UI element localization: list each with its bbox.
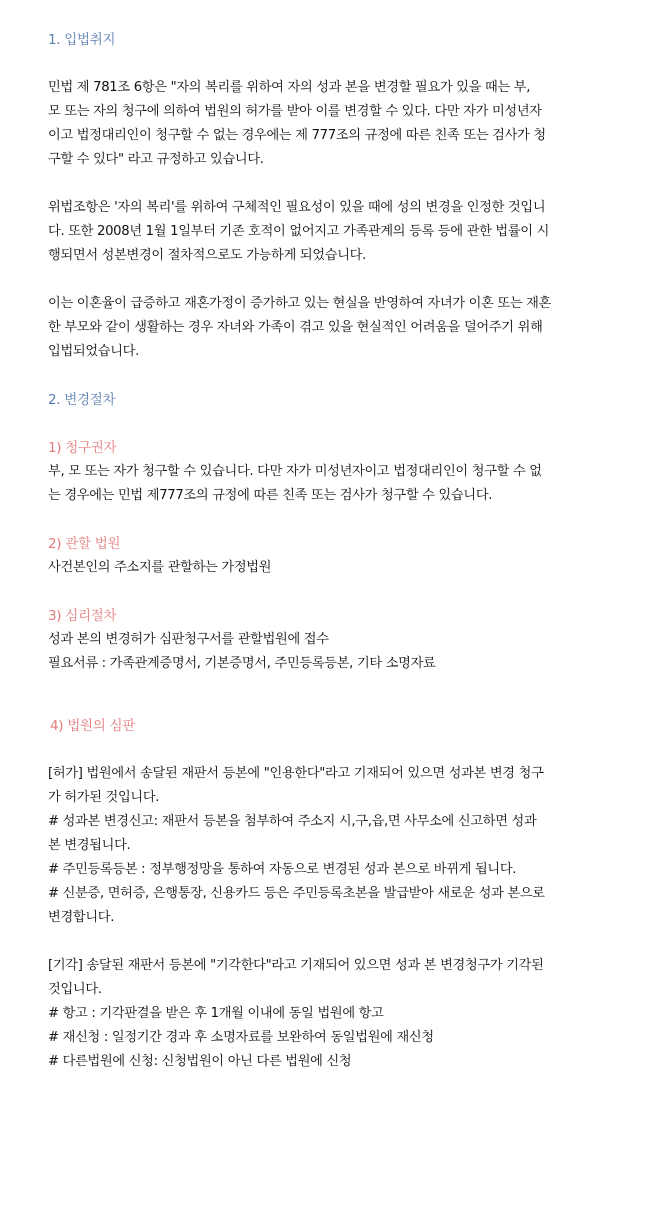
- text-line: 이는 이혼율이 급증하고 재혼가정이 증가하고 있는 현실을 반영하여 자녀가 이혼 또는 재혼: [48, 296, 552, 311]
- text-line: 다. 또한 2008년 1월 1일부터 기존 호적이 없어지고 가족관계의 등록 등에 관한 법률이 시: [48, 224, 550, 239]
- text-line: 한 부모와 같이 생활하는 경우 자녀와 가족이 겪고 있을 현실적인 어려움을 덜어주기 위해: [48, 320, 543, 335]
- section-2-heading: 2. 변경절차: [48, 392, 116, 408]
- text-line: [기각] 송달된 재판서 등본에 "기각한다"라고 기재되어 있으면 성과 본 변경청구가 기각된: [48, 958, 544, 973]
- text-line: # 항고 : 기각판결을 받은 후 1개월 이내에 동일 법원에 항고: [48, 1006, 384, 1021]
- text-line: 부, 모 또는 자가 청구할 수 있습니다. 다만 자가 미성년자이고 법정대리인이 청구할 수 없: [48, 464, 542, 479]
- text-line: 입법되었습니다.: [48, 344, 139, 359]
- text-line: 이고 법정대리인이 청구할 수 없는 경우에는 제 777조의 규정에 따른 친족 또는 검사가 청: [48, 128, 546, 143]
- text-line: 변경합니다.: [48, 910, 115, 925]
- subsection-court-body: [48, 556, 616, 580]
- subsection-claimant-title: 1) 청구권자: [48, 440, 117, 456]
- judgment-rejection-block: [48, 954, 616, 1074]
- subsection-procedure-title: 3) 심리절차: [48, 608, 117, 624]
- text-line: 모 또는 자의 청구에 의하여 법원의 허가를 받아 이를 변경할 수 있다. 다만 자가 미성년자: [48, 104, 542, 119]
- purpose-paragraph-3: [48, 292, 616, 364]
- subsection-court-title: 2) 관할 법원: [48, 536, 121, 552]
- text-line: # 신분증, 면허증, 은행통장, 신용카드 등은 주민등록초본을 발급받아 새로운 성과 본으로: [48, 886, 545, 901]
- text-line: 필요서류 : 가족관계증명서, 기본증명서, 주민등록등본, 기타 소명자료: [48, 656, 436, 671]
- text-line: 민법 제 781조 6항은 "자의 복리를 위하여 자의 성과 본을 변경할 필요가 있을 때는 부,: [48, 80, 531, 95]
- text-line: 위법조항은 '자의 복리'를 위하여 구체적인 필요성이 있을 때에 성의 변경을 인정한 것입니: [48, 200, 546, 215]
- text-line: 것입니다.: [48, 982, 102, 997]
- text-line: 는 경우에는 민법 제777조의 규정에 따른 친족 또는 검사가 청구할 수 있습니다.: [48, 488, 493, 503]
- text-line: # 성과본 변경신고: 재판서 등본을 첨부하여 주소지 시,구,읍,면 사무소에 신고하면 성과: [48, 814, 537, 829]
- subsection-claimant-body: [48, 460, 616, 508]
- subsection-procedure-body: [48, 628, 616, 676]
- text-line: 구할 수 있다" 라고 규정하고 있습니다.: [48, 152, 264, 167]
- purpose-paragraph-1: [48, 76, 616, 172]
- subsection-judgment-title: 4) 법원의 심판: [50, 718, 135, 734]
- judgment-approval-block: [48, 762, 616, 930]
- purpose-paragraph-2: [48, 196, 616, 268]
- text-line: 사건본인의 주소지를 관할하는 가정법원: [48, 560, 272, 575]
- text-line: # 주민등록등본 : 정부행정망을 통하여 자동으로 변경된 성과 본으로 바뀌게 됩니다.: [48, 862, 517, 877]
- text-line: # 다른법원에 신청: 신청법원이 아닌 다른 법원에 신청: [48, 1054, 352, 1069]
- text-line: 가 허가된 것입니다.: [48, 790, 160, 805]
- text-line: # 재신청 : 일정기간 경과 후 소명자료를 보완하여 동일법원에 재신청: [48, 1030, 434, 1045]
- text-line: 본 변경됩니다.: [48, 838, 131, 853]
- text-line: 행되면서 성본변경이 절차적으로도 가능하게 되었습니다.: [48, 248, 366, 263]
- text-line: [허가] 법원에서 송달된 재판서 등본에 "인용한다"라고 기재되어 있으면 성과본 변경 청구: [48, 766, 544, 781]
- section-1-heading: 1. 입법취지: [48, 32, 116, 48]
- text-line: 성과 본의 변경허가 심판청구서를 관할법원에 접수: [48, 632, 329, 647]
